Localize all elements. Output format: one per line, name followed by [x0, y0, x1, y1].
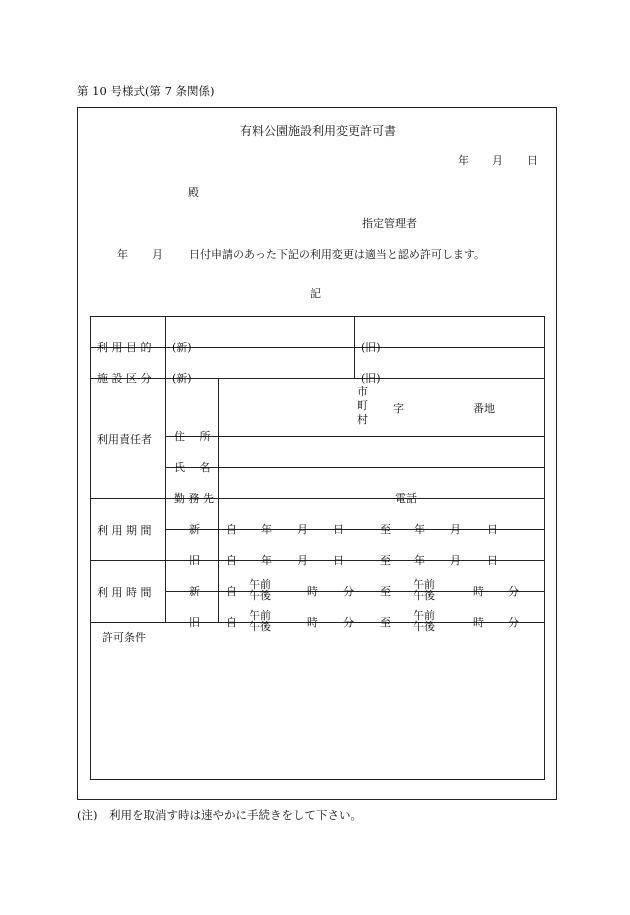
- period-new-from-day: 日: [333, 523, 344, 536]
- name-label: 氏 名: [174, 461, 211, 474]
- time-new-label: 新: [189, 585, 200, 598]
- issuer-label: 指定管理者: [362, 217, 417, 230]
- period-old-value-cell: [219, 530, 545, 567]
- responsible-label: 利用責任者: [97, 432, 152, 446]
- period-new-to-year: 年: [414, 523, 425, 536]
- purpose-old-label: (旧): [361, 341, 381, 354]
- period-new-label: 新: [189, 523, 200, 536]
- statement-text: 日付申請のあった下記の利用変更は適当と認め許可します。: [189, 248, 486, 261]
- time-new-from-minute: 分: [343, 585, 354, 598]
- period-old-from-year: 年: [261, 554, 272, 567]
- form-title: 有料公園施設利用変更許可書: [240, 124, 397, 138]
- purpose-new-label: (新): [172, 341, 192, 354]
- time-old-from-minute: 分: [343, 616, 354, 629]
- period-new-from-month: 月: [297, 523, 308, 536]
- conditions-label: 許可条件: [102, 631, 146, 644]
- address-label: 住 所: [174, 429, 211, 443]
- period-old-to-year: 年: [414, 554, 425, 567]
- period-new-from: 自: [226, 523, 237, 536]
- time-new-to-hour: 時: [473, 585, 484, 598]
- time-old-to-minute: 分: [508, 616, 519, 629]
- time-old-value-cell: [219, 589, 545, 633]
- period-old-from: 自: [226, 554, 237, 567]
- city-label: 市: [357, 385, 368, 398]
- time-old-to-pm: 午後: [413, 620, 435, 633]
- time-label: 利 用 時 間: [97, 585, 152, 599]
- time-old-label: 旧: [189, 616, 200, 629]
- period-new-to-day: 日: [487, 523, 498, 536]
- purpose-old-cell: [355, 317, 545, 354]
- period-label: 利 用 期 間: [97, 523, 152, 537]
- period-new-to: 至: [380, 523, 391, 536]
- form-number: 第 10 号様式(第 7 条関係): [77, 84, 215, 98]
- time-new-cell: [166, 561, 219, 598]
- purpose-label: 利 用 目 的: [97, 341, 152, 354]
- time-old-to-am: 午前: [413, 609, 435, 622]
- period-old-to-month: 月: [450, 554, 461, 567]
- responsible-label-cell: [91, 379, 166, 499]
- time-new-from-pm: 午後: [249, 589, 271, 602]
- address-label-cell: [166, 379, 219, 443]
- purpose-label-cell: [91, 317, 166, 354]
- time-new-to-pm: 午後: [413, 589, 435, 602]
- time-old-cell: [166, 592, 219, 629]
- date-day: 日: [527, 154, 538, 167]
- purpose-new-cell: [166, 317, 355, 354]
- time-new-to-minute: 分: [508, 585, 519, 598]
- time-old-to-hour: 時: [473, 616, 484, 629]
- period-old-to: 至: [380, 554, 391, 567]
- name-value-cell: [219, 437, 545, 468]
- name-label-cell: [166, 437, 219, 474]
- banchi-label: 番地: [473, 402, 495, 415]
- time-old-from-hour: 時: [307, 616, 318, 629]
- town-label: 町: [357, 399, 368, 412]
- time-old-from: 自: [226, 616, 237, 629]
- category-label-cell: [91, 348, 166, 385]
- period-old-from-day: 日: [333, 554, 344, 567]
- time-label-cell: [91, 561, 166, 623]
- time-new-to: 至: [380, 585, 391, 598]
- time-old-from-am: 午前: [249, 609, 271, 622]
- date-year: 年: [458, 154, 469, 167]
- municipality-stack: [357, 385, 368, 427]
- village-label: 村: [357, 413, 368, 426]
- time-new-from-am: 午前: [249, 578, 271, 591]
- period-new-cell: [166, 499, 219, 536]
- time-new-from-hour: 時: [307, 585, 318, 598]
- period-old-to-day: 日: [487, 554, 498, 567]
- conditions-cell: [91, 620, 545, 780]
- time-old-to: 至: [380, 616, 391, 629]
- ki-label: 記: [310, 287, 321, 300]
- time-new-from: 自: [226, 585, 237, 598]
- date-month: 月: [492, 154, 503, 167]
- period-old-from-month: 月: [297, 554, 308, 567]
- statement-year: 年: [117, 248, 128, 261]
- category-label: 施 設 区 分: [97, 372, 152, 385]
- period-old-cell: [166, 530, 219, 567]
- category-old-cell: [355, 348, 545, 385]
- period-label-cell: [91, 499, 166, 561]
- workplace-label-cell: [166, 468, 219, 505]
- period-new-value-cell: [219, 499, 545, 536]
- statement-month: 月: [152, 248, 163, 261]
- addressee-suffix: 殿: [188, 186, 199, 199]
- permit-table: [90, 316, 545, 780]
- workplace-value-cell: [219, 468, 545, 505]
- period-old-label: 旧: [189, 554, 200, 567]
- phone-label: 電話: [395, 492, 417, 505]
- period-new-to-month: 月: [450, 523, 461, 536]
- workplace-label: 勤 務 先: [174, 492, 214, 505]
- time-old-from-pm: 午後: [249, 620, 271, 633]
- aza-label: 字: [393, 402, 404, 415]
- category-old-label: (旧): [361, 372, 381, 385]
- time-new-value-cell: [219, 561, 545, 602]
- footer-note: (注) 利用を取消す時は速やかに手続きをして下さい。: [77, 808, 362, 822]
- category-new-label: (新): [172, 372, 192, 385]
- category-new-cell: [166, 348, 355, 385]
- period-new-from-year: 年: [261, 523, 272, 536]
- address-value-cell: [219, 379, 545, 437]
- time-new-to-am: 午前: [413, 578, 435, 591]
